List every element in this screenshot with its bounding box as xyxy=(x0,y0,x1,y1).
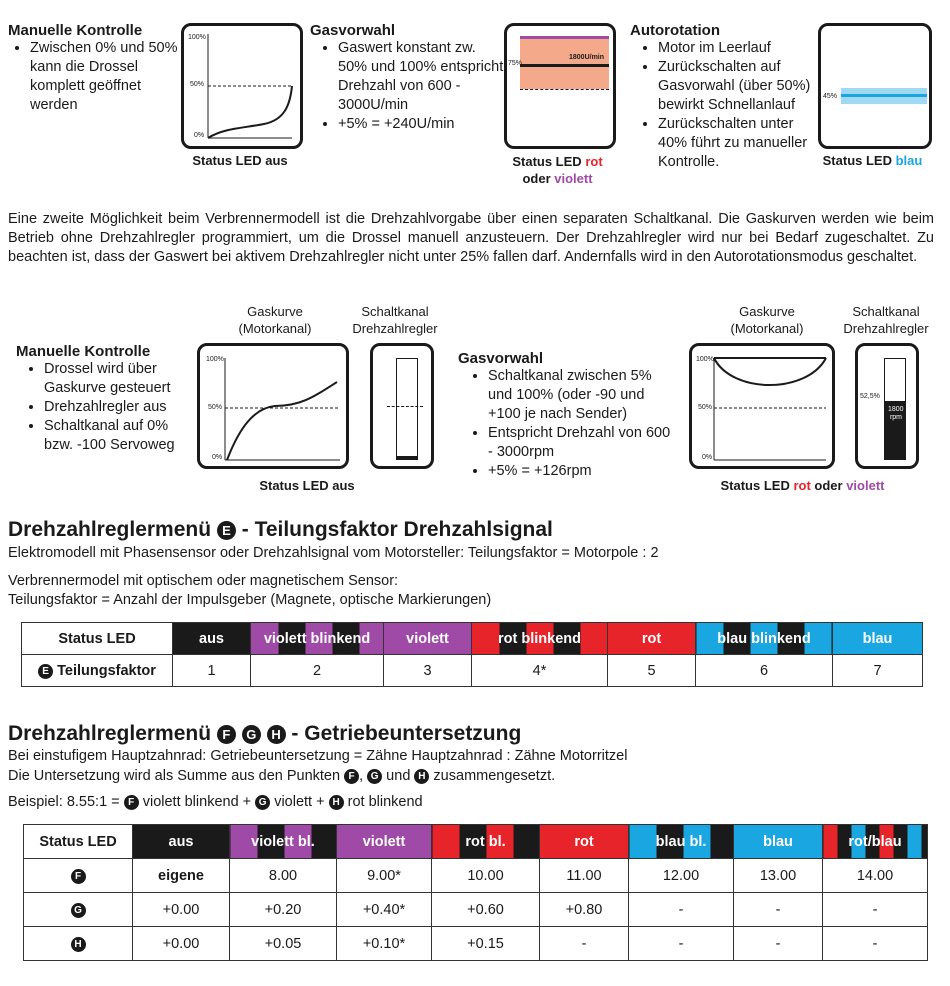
mid-manual-bullet-1: • Drossel wird über Gaskurve gesteuert xyxy=(44,360,201,398)
mid-gas-gaskurve-chart: 100% 50% 0% xyxy=(689,343,835,469)
autorotation-status-caption: Status LED blau xyxy=(822,153,923,168)
gaskurve-label-left: Gaskurve (Motorkanal) xyxy=(238,304,312,336)
mid-gaskurve-chart: 100% 50% 0% xyxy=(197,343,349,469)
mid-gas-block xyxy=(458,350,673,481)
letter-g-icon: G xyxy=(242,725,261,744)
letter-f-icon: F xyxy=(344,769,359,784)
letter-g-icon: G xyxy=(367,769,382,784)
mid-manual-bullet-2: • Drehzahlregler aus xyxy=(44,398,201,417)
manual-curve-chart: 100% 50% 0% xyxy=(181,23,303,149)
schaltkanal-label-left: Schaltkanal Drehzahlregler xyxy=(352,304,438,336)
section-e-line2: Verbrennermodel mit optischem oder magnetischem Sensor: xyxy=(8,573,399,589)
mid-manual-bullets xyxy=(16,360,201,455)
gas-status-caption: Status LED rot oder violett xyxy=(512,154,603,186)
manual-heading: Manuelle Kontrolle xyxy=(8,22,143,39)
gas-bullet-1: • Gaswert konstant zw. 50% und 100% entspricht Drehzahl von 600 - 3000U/min xyxy=(338,39,505,115)
mid-gas-bullet-1: • Schaltkanal zwischen 5% und 100% (oder -90 und +100 je nach Sender) xyxy=(488,367,673,424)
rpm-line-label: 1800U/min xyxy=(569,54,605,61)
table-row: G +0.00 +0.20 +0.40* +0.60 +0.80 - - - xyxy=(24,893,928,927)
letter-h-icon: H xyxy=(71,937,86,952)
table-row: Status LED aus violett bl. violett rot bl. rot blau bl. blau rot/blau xyxy=(24,825,928,859)
gas-heading: Gasvorwahl xyxy=(310,22,396,39)
mid-manual-block xyxy=(16,343,201,455)
section-fgh-example: Beispiel: 8.55:1 = F violett blinkend + G violett + H rot blinkend xyxy=(8,794,423,810)
table-row: H +0.00 +0.05 +0.10* +0.15 - - - - xyxy=(24,927,928,961)
manual-control-block xyxy=(8,22,178,115)
autorotation-bullet-3: • Zurückschalten unter 40% führt zu manueller Kontrolle. xyxy=(658,115,815,172)
mid-gas-heading: Gasvorwahl xyxy=(458,350,544,367)
mid-schaltkanal-chart-right: 52,5% 1800 rpm xyxy=(855,343,919,469)
manual-curve-graph xyxy=(184,26,300,146)
letter-h-icon: H xyxy=(414,769,429,784)
section-e-line1: Elektromodell mit Phasensensor oder Drehzahlsignal vom Motorsteller: Teilungsfaktor = Motorpole : 2 xyxy=(8,545,659,561)
manual-bullets xyxy=(8,39,178,115)
letter-h-icon: H xyxy=(329,795,344,810)
table-row: F eigene 8.00 9.00* 10.00 11.00 12.00 13.00 14.00 xyxy=(24,859,928,893)
mid-manual-heading: Manuelle Kontrolle xyxy=(16,343,151,360)
getriebe-table xyxy=(23,824,928,961)
mid-schaltkanal-chart-left xyxy=(370,343,434,469)
gas-bullets xyxy=(310,39,505,134)
section-e-title: Drehzahlreglermenü E - Teilungsfaktor Drehzahlsignal xyxy=(8,518,553,541)
section-fgh-line1: Bei einstufigem Hauptzahnrad: Getriebeuntersetzung = Zähne Hauptzahnrad : Zähne Motorritzel xyxy=(8,748,628,764)
letter-e-icon: E xyxy=(38,664,53,679)
mid-gas-bullets xyxy=(458,367,673,481)
teilungsfaktor-table xyxy=(21,622,923,687)
gas-preset-chart: 75% 1800U/min xyxy=(504,23,616,149)
mid-gaskurve-graph xyxy=(200,346,346,466)
autorotation-bullets xyxy=(630,39,815,172)
mid-manual-status-caption: Status LED aus xyxy=(259,478,355,493)
letter-f-icon: F xyxy=(124,795,139,810)
autorotation-heading: Autorotation xyxy=(630,22,720,39)
letter-g-icon: G xyxy=(255,795,270,810)
mid-gas-bullet-2: • Entspricht Drehzahl von 600 - 3000rpm xyxy=(488,424,673,462)
mid-manual-bullet-3: • Schaltkanal auf 0% bzw. -100 Servoweg xyxy=(44,417,201,455)
intro-paragraph: Eine zweite Möglichkeit beim Verbrennermodell ist die Drehzahlvorgabe über einen separaten Schaltkanal. Die Gaskurven werden wie beim Betrieb ohne Drehzahlregler programmiert, um die Drossel manuell anzusteuern. Der Drehzahlregler wird nur bei Bedarf zugeschaltet. Zu beachten ist, dass der Gaswert bei aktivem Drehzahlregler nicht unter 25% fallen darf. Andernfalls wird in den Autorotationsmodus geschaltet. xyxy=(8,211,934,265)
letter-h-icon: H xyxy=(267,725,286,744)
table-row: E Teilungsfaktor 1 2 3 4* 5 6 7 xyxy=(22,655,923,687)
letter-e-icon: E xyxy=(217,521,236,540)
gas-bullet-2: • +5% = +240U/min xyxy=(338,115,505,134)
autorotation-bullet-1: • Motor im Leerlauf xyxy=(658,39,815,58)
schaltkanal-label-right: Schaltkanal Drehzahlregler xyxy=(843,304,929,336)
mid-gas-gaskurve-graph xyxy=(692,346,832,466)
manual-status-caption: Status LED aus xyxy=(192,153,288,168)
autorotation-bullet-2: • Zurückschalten auf Gasvorwahl (über 50%) bewirkt Schnellanlauf xyxy=(658,58,815,115)
autorotation-chart: 45% xyxy=(818,23,932,149)
mid-gas-bullet-3: • +5% = +126rpm xyxy=(488,462,673,481)
section-fgh-title: Drehzahlreglermenü F G H - Getriebeuntersetzung xyxy=(8,722,522,745)
rpm-label: 1800 rpm xyxy=(888,406,904,421)
table-row: Status LED aus violett blinkend violett rot blinkend rot blau blinkend blau xyxy=(22,623,923,655)
autorotation-block xyxy=(630,22,815,172)
letter-f-icon: F xyxy=(71,869,86,884)
section-fgh-line2: Die Untersetzung wird als Summe aus den Punkten F , G und H zusammengesetzt. xyxy=(8,768,556,784)
gaskurve-label-right: Gaskurve (Motorkanal) xyxy=(730,304,804,336)
gas-preset-block xyxy=(310,22,505,134)
letter-f-icon: F xyxy=(217,725,236,744)
letter-g-icon: G xyxy=(71,903,86,918)
mid-gas-status-caption: Status LED rot oder violett xyxy=(720,478,885,493)
manual-bullet-1: • Zwischen 0% und 50% kann die Drossel komplett geöffnet werden xyxy=(30,39,178,115)
section-e-line3: Teilungsfaktor = Anzahl der Impulsgeber (Magnete, optische Markierungen) xyxy=(8,592,492,608)
